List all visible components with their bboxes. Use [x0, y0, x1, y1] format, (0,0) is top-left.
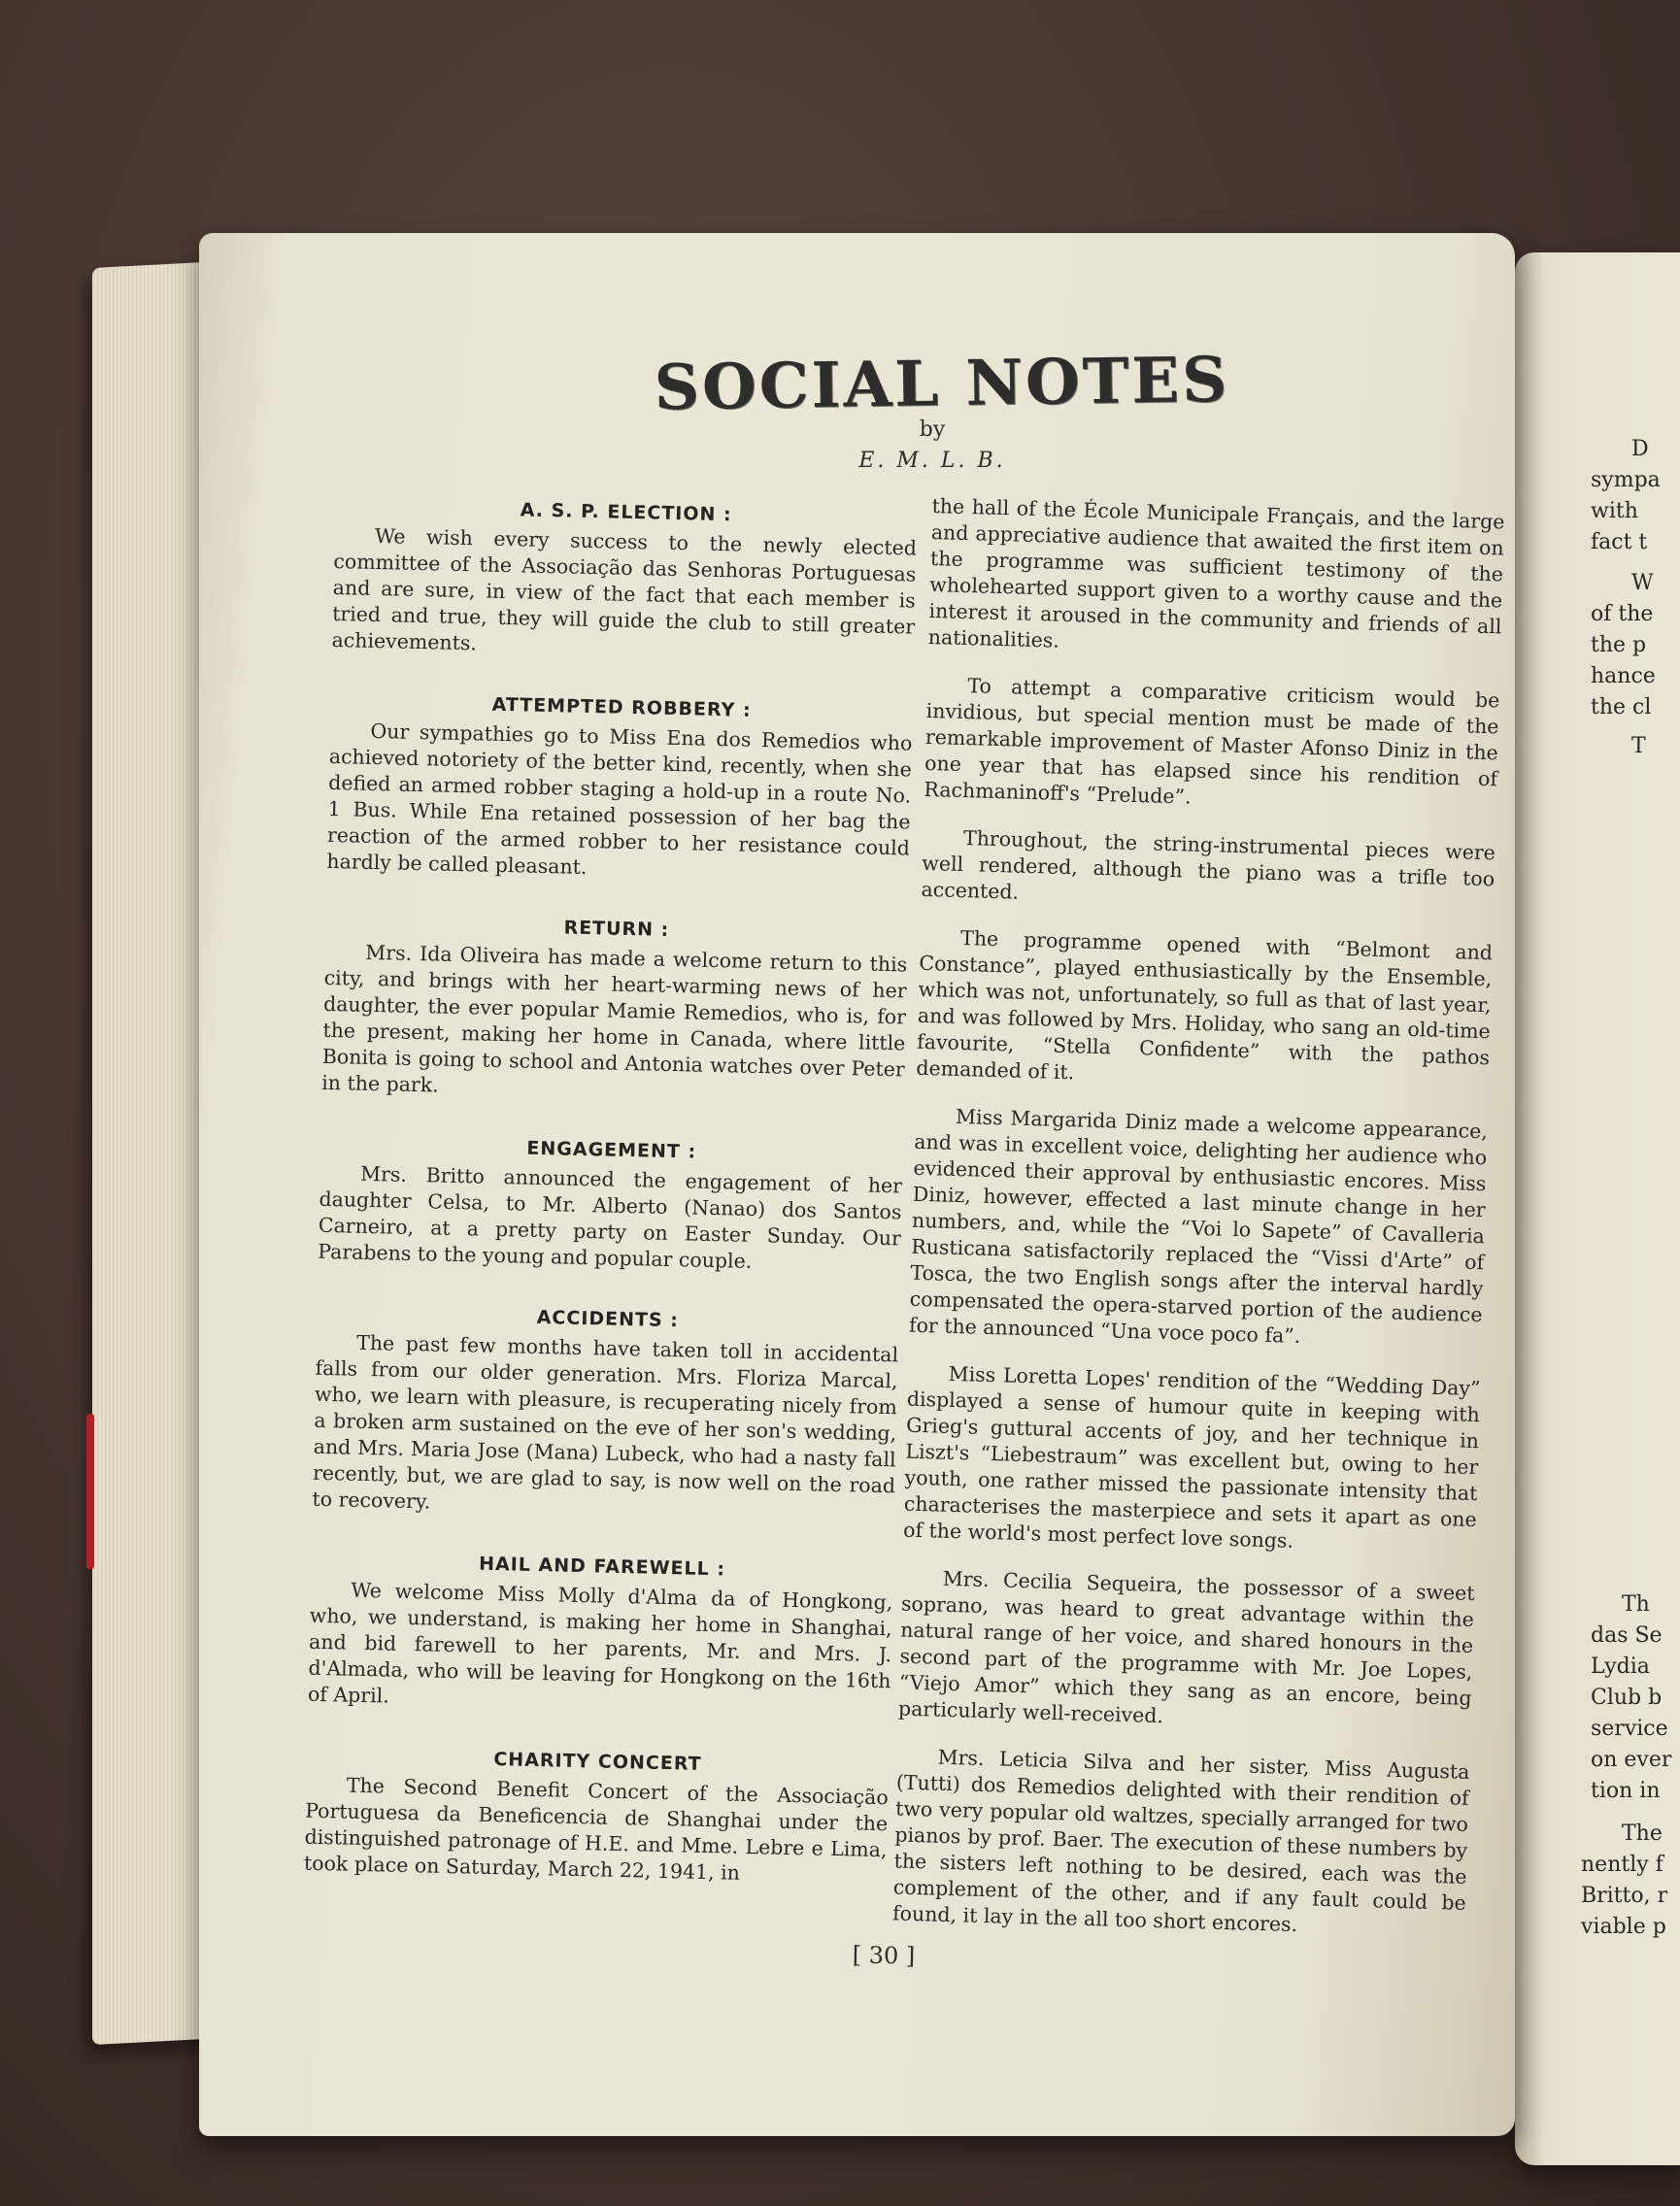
section-heading: A. S. P. ELECTION :: [520, 499, 732, 526]
facing-fragment: viable p: [1581, 1915, 1666, 1939]
left-column: [304, 495, 918, 1889]
facing-fragment: hance: [1591, 664, 1656, 688]
section-heading: CHARITY CONCERT: [493, 1749, 702, 1775]
facing-fragment: Club b: [1591, 1686, 1663, 1710]
concert-paragraph: To attempt a comparative criticism would be invidious, but special mention must be made of the remarkable improvement of Master Afonso Diniz in the one year that has elapsed since his rendition of Rachmaninoff's “Prelude”.: [924, 674, 1500, 809]
section-text: We wish every success to the newly elected committee of the Associação das Senhoras Portuguesas and are sure, in view of the fact that each member is tried and true, they will guide the club to still greater achievements.: [331, 523, 918, 655]
section-accidents: [312, 1302, 899, 1526]
right-column: [892, 493, 1505, 1943]
section-attempted-robbery: [326, 690, 913, 888]
section-heading: RETURN :: [563, 917, 670, 941]
section-return: [321, 912, 908, 1110]
concert-paragraph: Miss Margarida Diniz made a welcome appearance, and was in excellent voice, delighting her audience who evidenced their approval by enthusiastic encores. Miss Diniz, however, effected a last minute change in her numbers, and, while the “Voi lo Sapete” of Cavalleria Rusticana satisfactorily replaced the “Vissi d'Arte” of Tosca, the two English songs after the interval hardly compensated the opera-starved portion of the audience for the announced “Una voce poco fa”.: [908, 1104, 1489, 1348]
section-hail-and-farewell: [308, 1550, 894, 1721]
concert-paragraph: Miss Loretta Lopes' rendition of the “Wedding Day” displayed a sense of humour quite in keeping with Grieg's guttural accents of joy, and her technique in Liszt's “Liebestraum” was excellent but, owing to her youth, one rather missed the passionate intensity that characterises the masterpiece and sets it apart as one of the world's most perfect love songs.: [902, 1361, 1481, 1553]
section-asp-election: [331, 495, 918, 667]
author-initials: E. M. L. B.: [858, 449, 1006, 473]
facing-fragment: W: [1631, 571, 1654, 595]
section-charity-concert: [304, 1745, 890, 1890]
concert-paragraph: Mrs. Leticia Silva and her sister, Miss Augusta (Tutti) dos Remedios delighted with their rendition of two very popular old waltzes, specially arranged for two pianos by prof. Baer. The execution of these numbers by the sisters left nothing to be desired, each was the complement of the other, and if any fault could be found, it lay in the all too short encores.: [891, 1745, 1470, 1937]
concert-paragraph: The programme opened with “Belmont and Constance”, played enthusiastically by the Ensemble, which was not, unfortunately, so full as that of last year, and was followed by Mrs. Holiday, who sang an old-time favourite, “Stella Confidente” with the pathos demanded of it.: [916, 925, 1494, 1085]
section-heading: HAIL AND FAREWELL :: [478, 1553, 726, 1581]
facing-fragment: of the: [1591, 602, 1654, 626]
facing-fragment: on ever: [1591, 1748, 1672, 1772]
facing-fragment: T: [1631, 734, 1646, 758]
section-text: We welcome Miss Molly d'Alma da of Hongkong, who, we understand, is making her home in Shanghai, and bid farewell to her parents, Mr. and Mrs. J. d'Almada, who will be leaving for Hongkong on the 16th of April.: [307, 1578, 893, 1708]
page-title: SOCIAL NOTES: [654, 343, 1230, 425]
section-heading: ACCIDENTS :: [536, 1306, 680, 1332]
concert-paragraph: the hall of the École Municipale Français, and the large and appreciative audience that awaited the first item on the programme was sufficient testimony of the wholehearted support given to a worthy cause and the interest it aroused in the community and friends of all nationalities.: [927, 493, 1505, 652]
section-text: Mrs. Britto announced the engagement of her daughter Celsa, to Mr. Alberto (Nanao) dos Santos Carneiro, at a pretty party on Easter Sunday. Our Parabens to the young and popular couple.: [318, 1161, 903, 1273]
facing-fragment: tion in: [1591, 1779, 1661, 1803]
facing-fragment: The: [1622, 1822, 1663, 1846]
facing-fragment: Th: [1622, 1592, 1650, 1617]
facing-fragment: Lydia: [1591, 1654, 1650, 1679]
facing-fragment: fact t: [1591, 530, 1648, 554]
byline: by: [919, 418, 946, 442]
section-text: The Second Benefit Concert of the Associação Portuguesa da Beneficencia de Shanghai under the distinguished patronage of H.E. and Mme. Lebre e Lima, took place on Saturday, March 22, 1941, in: [303, 1773, 889, 1885]
section-engagement: [318, 1133, 903, 1279]
page-number: [ 30 ]: [852, 1941, 916, 1970]
facing-fragment: with: [1591, 499, 1638, 523]
facing-fragment: Britto, r: [1581, 1884, 1668, 1908]
concert-paragraph: Throughout, the string-instrumental pieces were well rendered, although the piano was a trifle too accented.: [921, 826, 1496, 904]
ribbon-marker: [86, 1414, 94, 1569]
facing-fragment: service: [1591, 1717, 1668, 1741]
section-text: Our sympathies go to Miss Ena dos Remedios who achieved notoriety of the better kind, recently, when she defied an armed robber staging a hold-up in a route No. 1 Bus. While Ena retained possession of her bag the reaction of the armed robber to her resistance could hardly be called pleasant.: [326, 719, 913, 879]
facing-fragment: D: [1631, 437, 1649, 461]
section-text: Mrs. Ida Oliveira has made a welcome return to this city, and brings with her heart-warming news of her daughter, the ever popular Mamie Remedios, who is, for the present, making her home in Canada, where little Bonita is going to school and Antonia watches over Peter in the park.: [321, 940, 908, 1097]
facing-fragment: the cl: [1591, 695, 1652, 719]
section-heading: ATTEMPTED ROBBERY :: [491, 693, 752, 721]
section-text: The past few months have taken toll in accidental falls from our older generation. Mrs. Floriza Marcal, who, we learn with pleasure, is recuperating nicely from a broken arm sustained on the eve of her son's wedding, and Mrs. Maria Jose (Mana) Lubeck, who had a nasty fall recently, but, we are glad to say, is now well on the road to recovery.: [312, 1330, 899, 1514]
facing-fragment: nently f: [1581, 1853, 1663, 1877]
facing-fragment: das Se: [1591, 1623, 1663, 1648]
facing-fragment: the p: [1591, 633, 1647, 657]
section-heading: ENGAGEMENT :: [526, 1137, 697, 1163]
facing-page: [1515, 252, 1680, 2165]
concert-paragraph: Mrs. Cecilia Sequeira, the possessor of a sweet soprano, was heard to great advantage within the natural range of her voice, and shared honours in the second part of the programme with Mr. Joe Lopes, “Viejo Amor” which they sang as an encore, being particularly well-received.: [897, 1566, 1475, 1728]
facing-fragment: sympa: [1591, 468, 1661, 492]
